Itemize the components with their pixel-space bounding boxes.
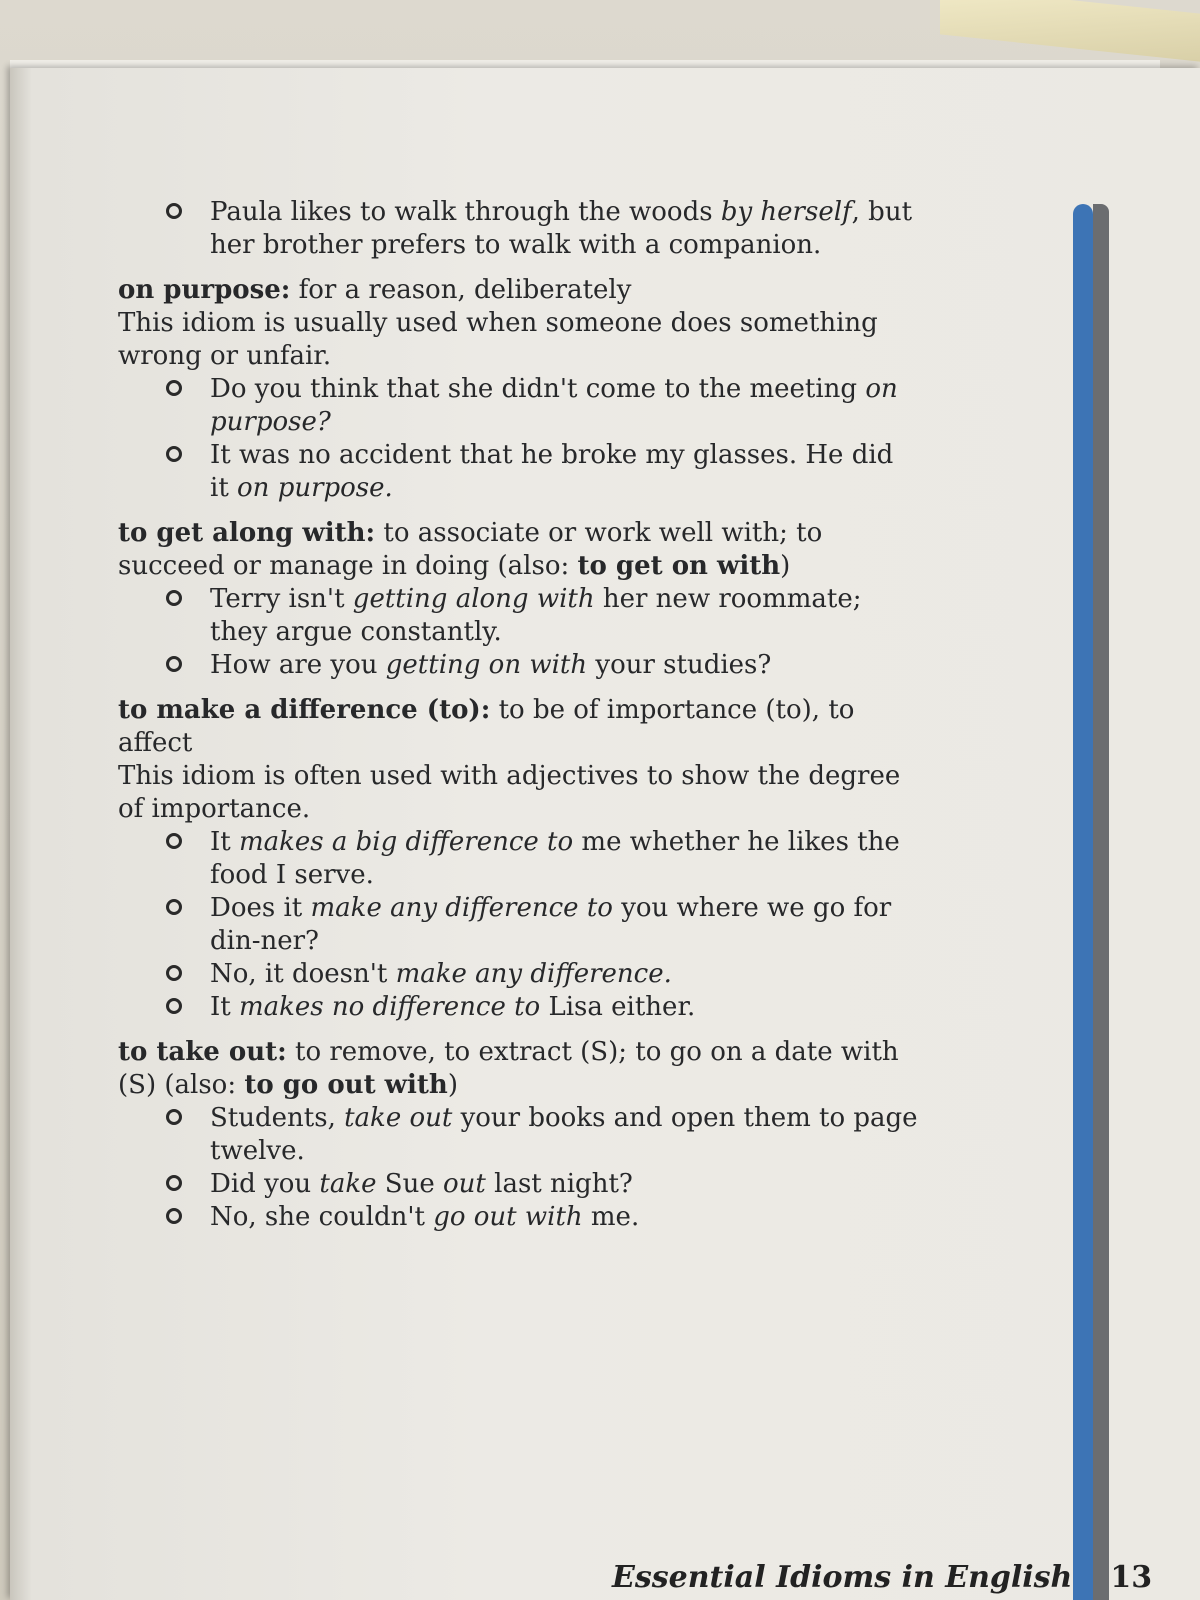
closing-paren: ) <box>447 1070 458 1100</box>
example-text: her new roommate; they argue constantly. <box>210 584 862 647</box>
circle-bullet-icon <box>166 1208 182 1224</box>
usage-note: This idiom is often used with adjectives to show the degree of importance. <box>118 761 901 824</box>
example-text: Students, <box>210 1103 345 1133</box>
circle-bullet-icon <box>166 590 182 606</box>
circle-bullet-icon <box>166 656 182 672</box>
circle-bullet-icon <box>166 203 182 219</box>
example-text: Lisa either. <box>540 992 696 1022</box>
idiom-definition: to be of importance (to), to affect <box>118 695 855 758</box>
entry-on-purpose <box>118 274 918 505</box>
example-sentence <box>118 1102 918 1168</box>
example-text: you where we go for din-ner? <box>210 893 892 956</box>
entry-continued <box>118 196 918 262</box>
circle-bullet-icon <box>166 833 182 849</box>
idiom-term: to make a difference (to): <box>118 695 491 725</box>
circle-bullet-icon <box>166 446 182 462</box>
idiom-term: to take out: <box>118 1037 287 1067</box>
page-number: 13 <box>1110 1560 1153 1595</box>
book-title: Essential Idioms in English <box>612 1560 1073 1595</box>
entry-heading <box>118 274 918 307</box>
example-text: your books and open them to page twelve. <box>210 1103 918 1166</box>
page-content <box>118 196 918 1238</box>
example-idiom: getting along with <box>352 584 595 614</box>
page-footer <box>612 1560 1153 1595</box>
idiom-term: to get along with: <box>118 518 376 548</box>
example-text: Sue <box>376 1169 443 1199</box>
idiom-alternate: to go out with <box>244 1070 448 1100</box>
entry-heading <box>118 694 918 760</box>
entry-get-along-with <box>118 517 918 682</box>
example-text: No, it doesn't <box>210 959 396 989</box>
example-sentence <box>118 1201 918 1234</box>
example-idiom: getting on with <box>385 650 588 680</box>
circle-bullet-icon <box>166 965 182 981</box>
example-sentence <box>118 1168 918 1201</box>
example-text: Do you think that she didn't come to the meeting <box>210 374 866 404</box>
example-idiom: out <box>443 1169 486 1199</box>
example-sentence <box>118 196 918 262</box>
example-text: Terry isn't <box>210 584 353 614</box>
example-text: Does it <box>210 893 311 923</box>
circle-bullet-icon <box>166 1175 182 1191</box>
example-idiom: take out <box>344 1103 453 1133</box>
entry-heading <box>118 1036 918 1102</box>
example-text: me whether he likes the food I serve. <box>210 827 900 890</box>
idiom-definition: for a reason, deliberately <box>290 275 632 305</box>
circle-bullet-icon <box>166 380 182 396</box>
usage-note: This idiom is usually used when someone does something wrong or unfair. <box>118 308 878 371</box>
example-text: It <box>210 992 239 1022</box>
example-sentence <box>118 892 918 958</box>
idiom-term: on purpose: <box>118 275 291 305</box>
example-sentence <box>118 583 918 649</box>
example-sentence <box>118 991 918 1024</box>
example-idiom: on purpose. <box>237 473 393 503</box>
example-text: It <box>210 827 239 857</box>
example-sentence <box>118 373 918 439</box>
example-text: your studies? <box>587 650 772 680</box>
example-idiom: makes no difference to <box>238 992 541 1022</box>
closing-paren: ) <box>780 551 791 581</box>
example-sentence <box>118 826 918 892</box>
circle-bullet-icon <box>166 899 182 915</box>
example-text: last night? <box>485 1169 633 1199</box>
example-idiom: on purpose? <box>210 374 898 437</box>
example-text: Paula likes to walk through the woods <box>210 197 721 227</box>
example-sentence <box>118 649 918 682</box>
entry-take-out <box>118 1036 918 1234</box>
example-sentence <box>118 958 918 991</box>
example-idiom: go out with <box>433 1202 583 1232</box>
example-text: Did you <box>210 1169 320 1199</box>
idiom-definition: to remove, to extract (S); to go on a date with (S) (also: <box>118 1037 899 1100</box>
example-idiom: take <box>319 1169 377 1199</box>
blue-edge-bar <box>1073 204 1093 1600</box>
example-idiom: make any difference. <box>395 959 672 989</box>
entry-heading <box>118 517 918 583</box>
gray-edge-bar <box>1093 204 1109 1600</box>
example-text: It was no accident that he broke my glasses. He did it <box>210 440 894 503</box>
example-idiom: make any difference to <box>310 893 613 923</box>
circle-bullet-icon <box>166 1109 182 1125</box>
example-text: No, she couldn't <box>210 1202 434 1232</box>
entry-make-a-difference <box>118 694 918 1024</box>
idiom-definition: to associate or work well with; to succeed or manage in doing (also: <box>118 518 823 581</box>
example-idiom: by herself <box>720 197 852 227</box>
example-sentence <box>118 439 918 505</box>
example-text: , but her brother prefers to walk with a companion. <box>210 197 913 260</box>
circle-bullet-icon <box>166 998 182 1014</box>
example-text: How are you <box>210 650 386 680</box>
example-idiom: makes a big difference to <box>238 827 574 857</box>
example-text: me. <box>582 1202 640 1232</box>
idiom-alternate: to get on with <box>577 551 781 581</box>
